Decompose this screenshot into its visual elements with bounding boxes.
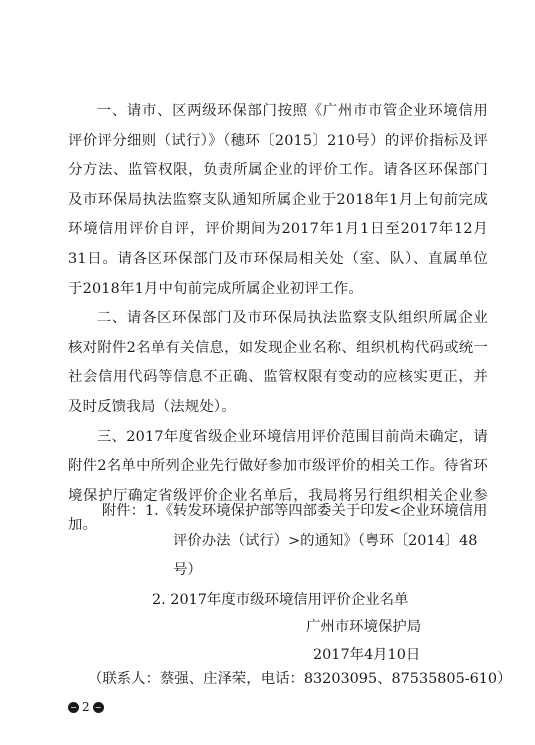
attachments-section: [68, 497, 498, 615]
page-mark-left-icon: −: [68, 702, 79, 713]
page-number-value: 2: [82, 700, 90, 714]
contact-info: （联系人：蔡强、庄泽荣，电话：83203095、87535805-610）: [88, 671, 512, 687]
page-number: [68, 699, 104, 715]
page-mark-right-icon: −: [93, 702, 104, 713]
attachment-row-1: [68, 497, 498, 586]
attachment-item-2: 2. 2017年度市级环境信用评价企业名单: [152, 591, 409, 608]
attachment-item-1: [145, 497, 490, 586]
attachment-item-1-line-1: 1.《转发环境保护部等四部委关于印发<企业环境信用: [145, 503, 488, 519]
signature-date: 2017年4月10日: [313, 647, 421, 663]
paragraph-1: 一、请市、区两级环保部门按照《广州市市管企业环境信用评价评分细则（试行）》（穗环〔2015〕210号）的评价指标及评分方法、监管权限，负责所属企业的评价工作。请各区环保部门及市环保局执法监察支队通知所属企业于2018年1月上旬前完成环境信用评价自评，评价期间为2017年1月1日至2017年12月31日。请各区环保部门及市环保局相关处（室、队）、直属单位于2018年1月中旬前完成所属企业初评工作。: [68, 103, 488, 297]
paragraph-2: 二、请各区环保部门及市环保局执法监察支队组织所属企业核对附件2名单有关信息，如发现企业名称、组织机构代码或统一社会信用代码等信息不正确、监管权限有变动的应核实更正，并及时反馈我局（法规处）。: [68, 310, 488, 415]
paragraph-3: 三、2017年度省级企业环境信用评价范围目前尚未确定，请附件2名单中所列企业先行做好参加市级评价的相关工作。待省环境保护厅确定省级评价企业名单后，我局将另行组织相关企业参加。: [68, 428, 488, 534]
body-text: [68, 97, 488, 541]
signature-org: 广州市环境保护局: [306, 619, 422, 635]
attachments-label: 附件：: [101, 503, 145, 519]
attachment-item-1-line-2: 评价办法（试行）>的通知》（粤环〔2014〕48号）: [173, 532, 478, 579]
